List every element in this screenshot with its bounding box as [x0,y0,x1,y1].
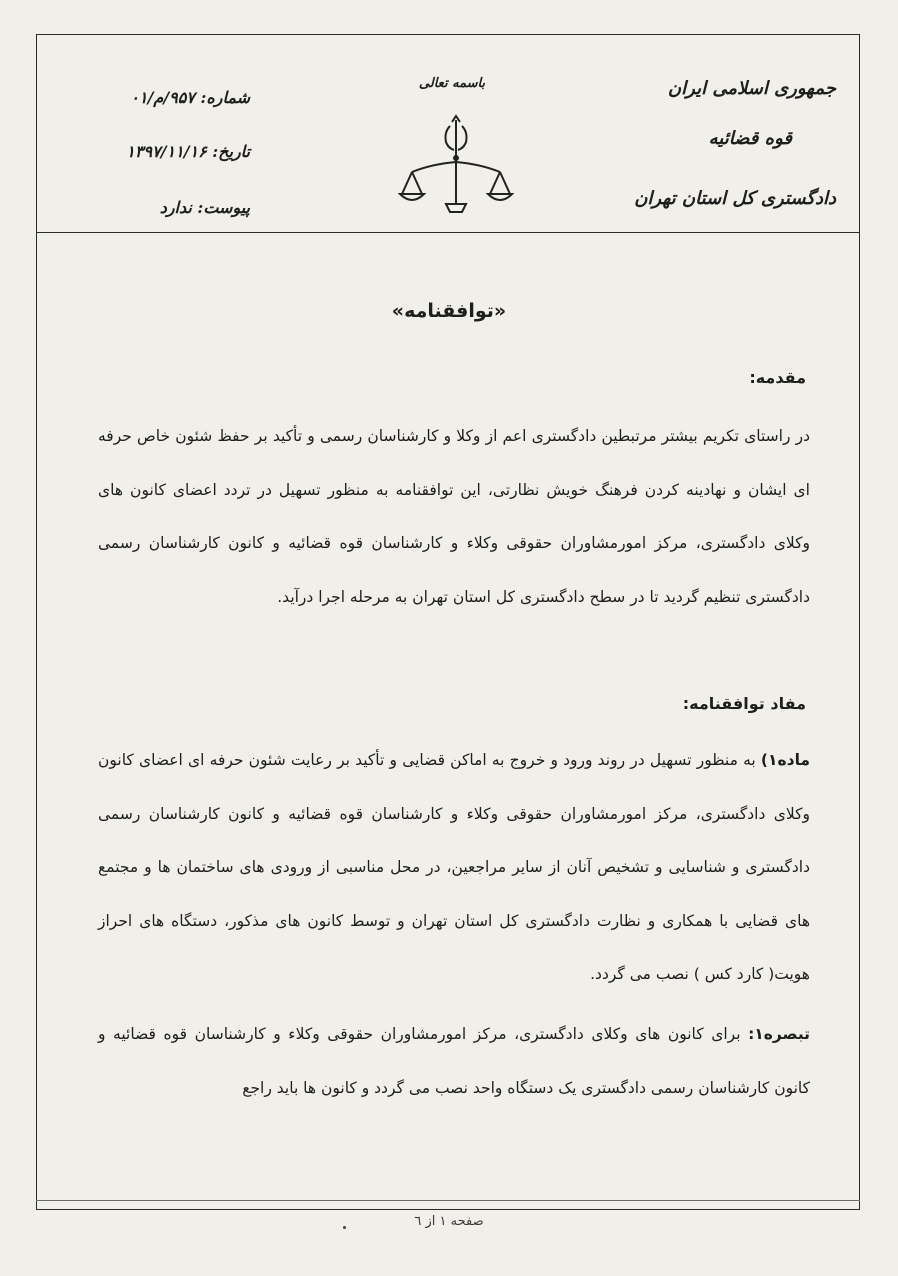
note-1-text: برای کانون های وکلای دادگستری، مرکز امورمشاوران حقوقی وکلاء و کارشناسان قوه قضائیه و کانون کارشناسان رسمی دادگستری یک دستگاه واحد نصب می گردد و کانون ها باید راجع [98,1025,810,1097]
org-line-court: دادگستری کل استان تهران [634,188,836,209]
org-line-country: جمهوری اسلامی ایران [667,78,836,99]
article-1-label: ماده۱) [760,751,810,769]
note-1 [98,1008,810,1115]
paper-speck [343,1226,346,1229]
org-line-judiciary: قوه قضائیه [708,128,792,149]
footer-divider [36,1200,860,1201]
letter-number: شماره: ۹۵۷/م/۰۱ [130,88,250,107]
document-title: «توافقنامه» [391,300,507,322]
page-number: صفحه ۱ از ٦ [414,1214,484,1229]
intro-paragraph: در راستای تکریم بیشتر مرتبطین دادگستری اعم از وکلا و کارشناسان رسمی و تأکید بر حفظ شئون خاص حرفه ای ایشان و نهادینه کردن فرهنگ خویش نظارتی، این توافقنامه به منظور تسهیل در تردد اعضای کانون های وکلای دادگستری، مرکز امورمشاوران حقوقی وکلاء و کارشناسان قوه قضائیه و کانون کارشناسان رسمی دادگستری تنظیم گردید تا در سطح دادگستری کل استان تهران به مرحله اجرا درآید. [98,427,810,606]
note-1-label: تبصره۱: [748,1025,810,1043]
article-1 [98,734,810,1002]
iran-emblem-scales-icon [398,108,514,218]
header-divider [36,232,860,233]
bismillah-text: باسمه تعالی [418,76,486,91]
letter-date: تاریخ: ۱۳۹۷/۱۱/۱۶ [126,142,250,161]
intro-heading: مقدمه: [749,368,806,387]
letter-attachment: پیوست: ندارد [159,198,250,217]
article-1-text: به منظور تسهیل در روند ورود و خروج به اماکن قضایی و تأکید بر رعایت شئون حرفه ای اعضای کانون وکلای دادگستری، مرکز امورمشاوران حقوقی وکلاء و کارشناسان قوه قضائیه و کانون کارشناسان رسمی دادگستری و شناسایی و تشخیص آنان از سایر مراجعین، در محل مناسبی از ورودی های ساختمان ها و مجتمع های قضایی با همکاری و نظارت دادگستری کل استان تهران و توسط کانون های مذکور، دستگاه های احراز هویت( کارد کس ) نصب می گردد. [98,751,810,983]
body-heading: مفاد توافقنامه: [682,694,806,713]
